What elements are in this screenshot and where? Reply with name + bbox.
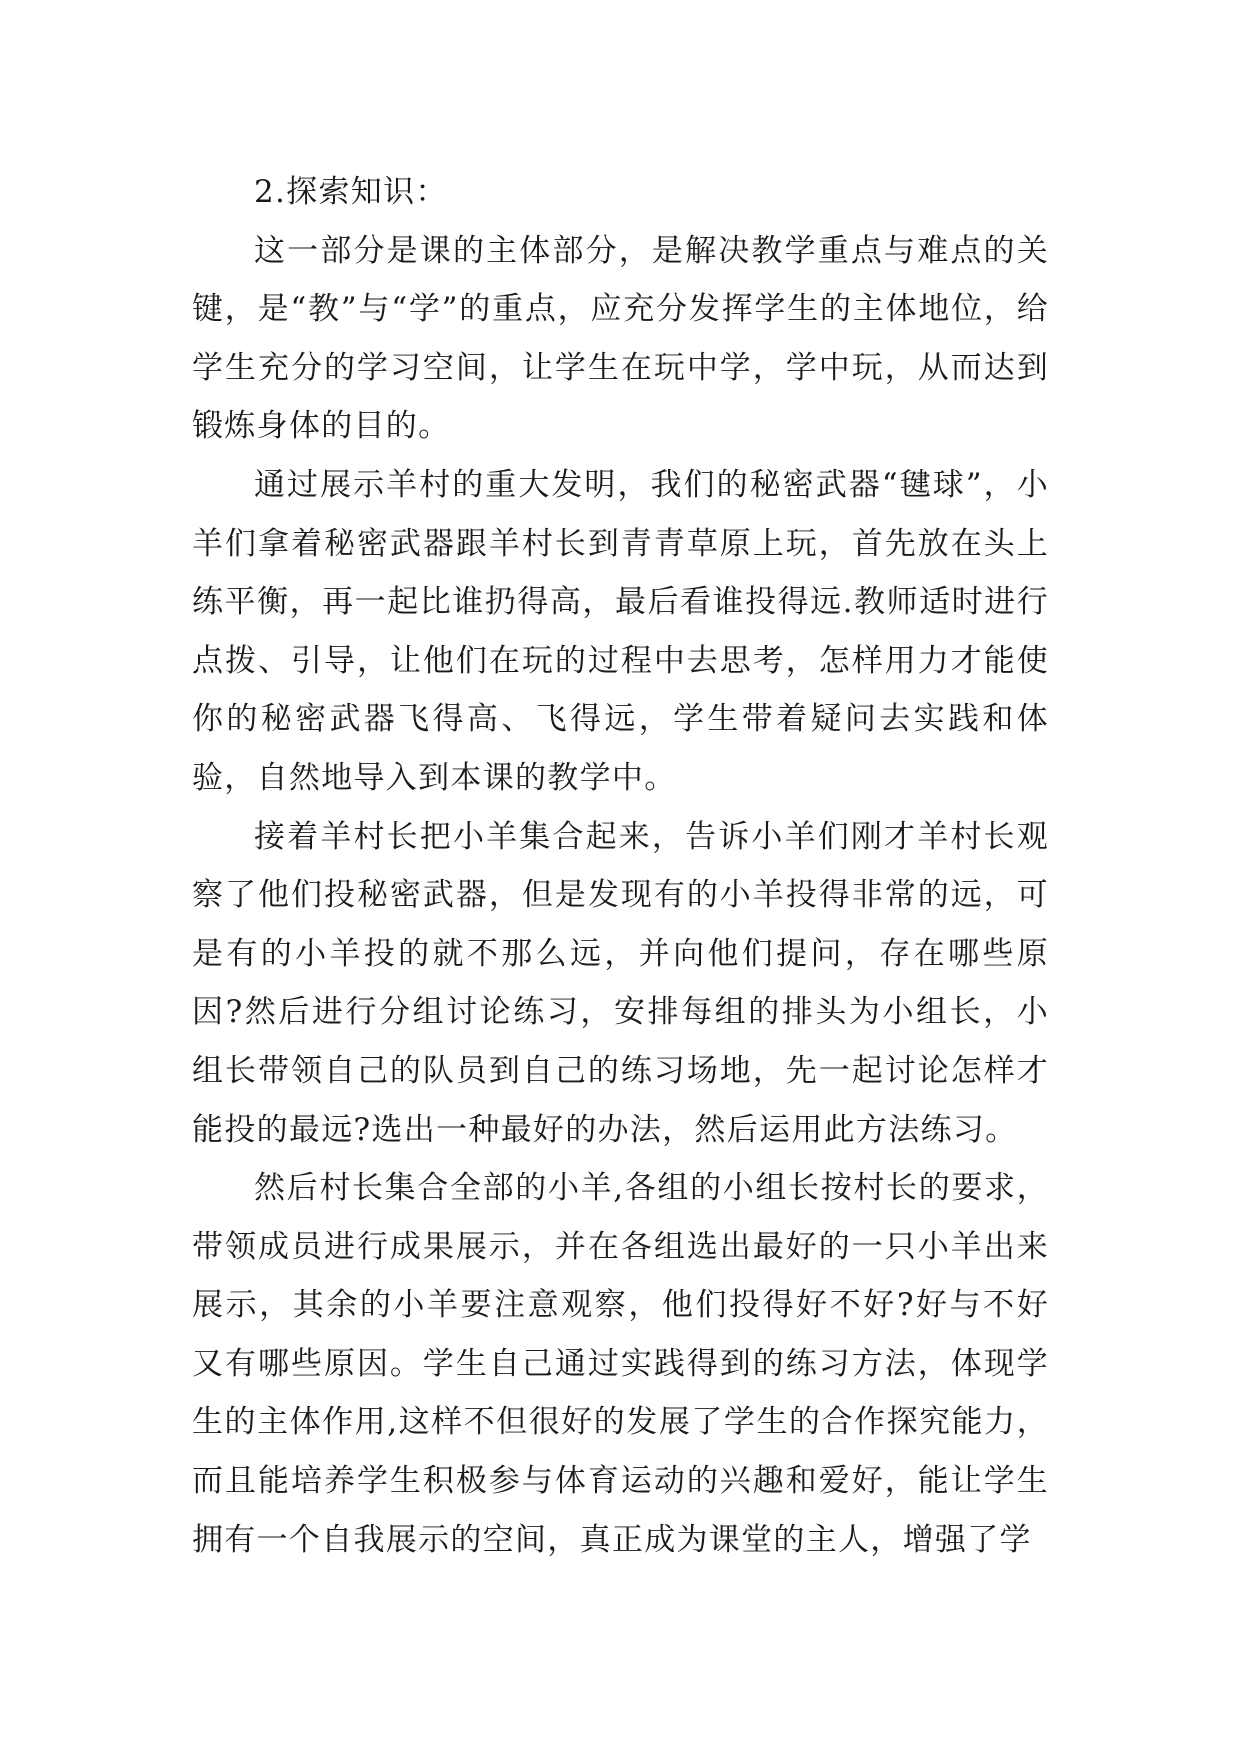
section-heading: 2.探索知识： — [254, 174, 448, 210]
document-body — [192, 163, 1049, 1569]
paragraph-intro: 这一部分是课的主体部分，是解决教学重点与难点的关键，是“教”与“学”的重点，应充分发挥学生的主体地位，给学生充分的学习空间，让学生在玩中学，学中玩，从而达到锻炼身体的目的。 — [192, 232, 1049, 445]
paragraph-group-discussion: 接着羊村长把小羊集合起来，告诉小羊们刚才羊村长观察了他们投秘密武器，但是发现有的小羊投得非常的远，可是有的小羊投的就不那么远，并向他们提问，存在哪些原因?然后进行分组讨论练习，安排每组的排头为小组长，小组长带领自己的队员到自己的练习场地，先一起讨论怎样才能投的最远?选出一种最好的办法，然后运用此方法练习。 — [192, 818, 1049, 1148]
paragraph-results-display: 然后村长集合全部的小羊,各组的小组长按村长的要求，带领成员进行成果展示，并在各组选出最好的一只小羊出来展示，其余的小羊要注意观察，他们投得好不好?好与不好又有哪些原因。学生自己通过实践得到的练习方法，体现学生的主体作用,这样不但很好的发展了学生的合作探究能力，而且能培养学生积极参与体育运动的兴趣和爱好，能让学生拥有一个自我展示的空间，真正成为课堂的主人，增强了学 — [192, 1170, 1049, 1558]
paragraph-secret-weapon: 通过展示羊村的重大发明，我们的秘密武器“毽球”，小羊们拿着秘密武器跟羊村长到青青草原上玩，首先放在头上练平衡，再一起比谁扔得高，最后看谁投得远.教师适时进行点拨、引导，让他们在玩的过程中去思考，怎样用力才能使你的秘密武器飞得高、飞得远，学生带着疑问去实践和体验，自然地导入到本课的教学中。 — [192, 466, 1049, 796]
